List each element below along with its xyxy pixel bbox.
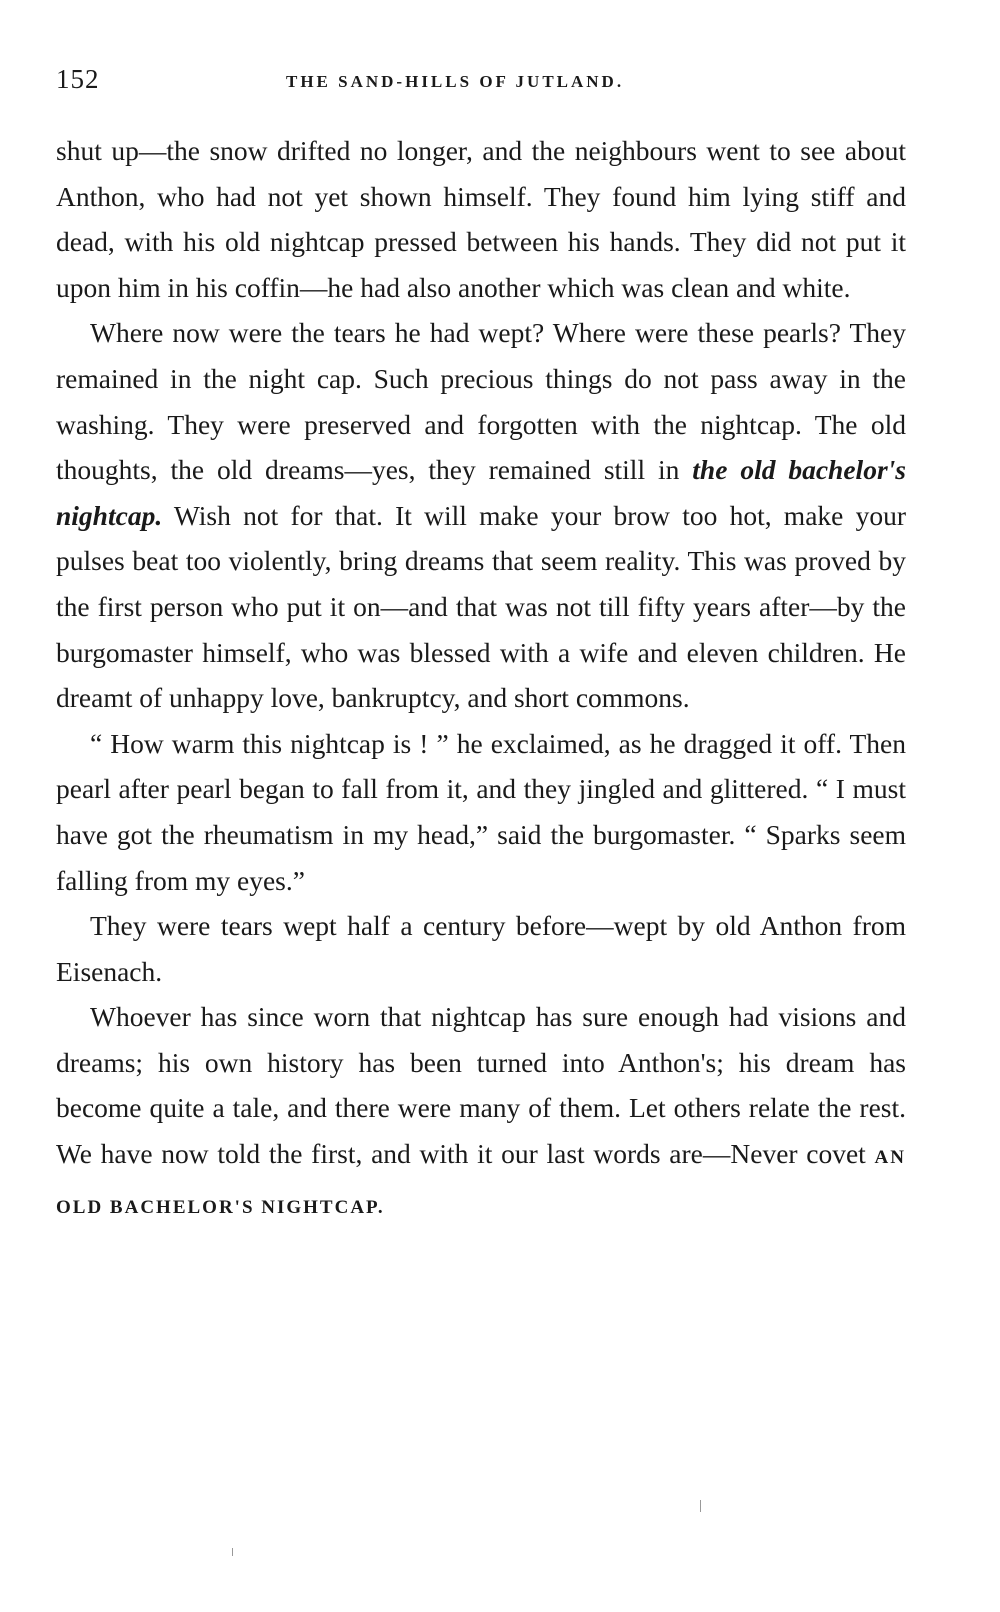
page-number: 152 (56, 64, 100, 94)
running-title: THE SAND-HILLS OF JUTLAND. (286, 72, 625, 91)
paragraph-5-smallcaps: AN OLD BACHELOR'S NIGHTCAP. (56, 1147, 906, 1218)
paragraph-3: “ How warm this nightcap is ! ” he exclaimed, as he dragged it off. Then pearl after pearl began to fall from it, and they jingled and glittered. “ I must have got the rheumatism in my head,” said the burgomaster. “ Sparks seem falling from my eyes.” (56, 727, 906, 896)
paragraph-2-text-a: Where now were the tears he had wept? Where were these pearls? They remained in the night cap. Such precious things do not pass away in the washing. They were preserved and forgotten with the nightcap. The old thoughts, the old dreams—yes, they remained still in (56, 317, 906, 486)
paragraph-2-text-b: Wish not for that. It will make your brow too hot, make your pulses beat too violently, bring dreams that seem reality. This was proved by the first person who put it on—and that was not till fifty years after—by the burgomaster himself, who was blessed with a wife and eleven children. He dreamt of unhappy love, bankruptcy, and short commons. (56, 499, 906, 714)
print-speck (232, 1548, 233, 1556)
paragraph-5-text: Whoever has since worn that nightcap has sure enough had visions and dreams; his own history has been turned into Anthon's; his dream has become quite a tale, and there were many of them. Let others relate the rest. We have now told the first, and with it our last words are—Never covet (56, 1001, 906, 1170)
paragraph-5 (56, 994, 906, 1230)
paragraph-2-italic: the old bachelor's nightcap. (56, 454, 906, 531)
paragraph-1: shut up—the snow drifted no longer, and the neighbours went to see about Anthon, who had not yet shown himself. They found him lying stiff and dead, with his old nightcap pressed between his hands. They did not put it upon him in his coffin—he had also another which was clean and white. (56, 135, 906, 303)
running-head (56, 64, 906, 100)
paragraph-2 (56, 310, 906, 720)
print-speck (700, 1500, 701, 1512)
book-page (56, 64, 906, 1230)
paragraph-4: They were tears wept half a century before—wept by old Anthon from Eisenach. (56, 910, 906, 987)
